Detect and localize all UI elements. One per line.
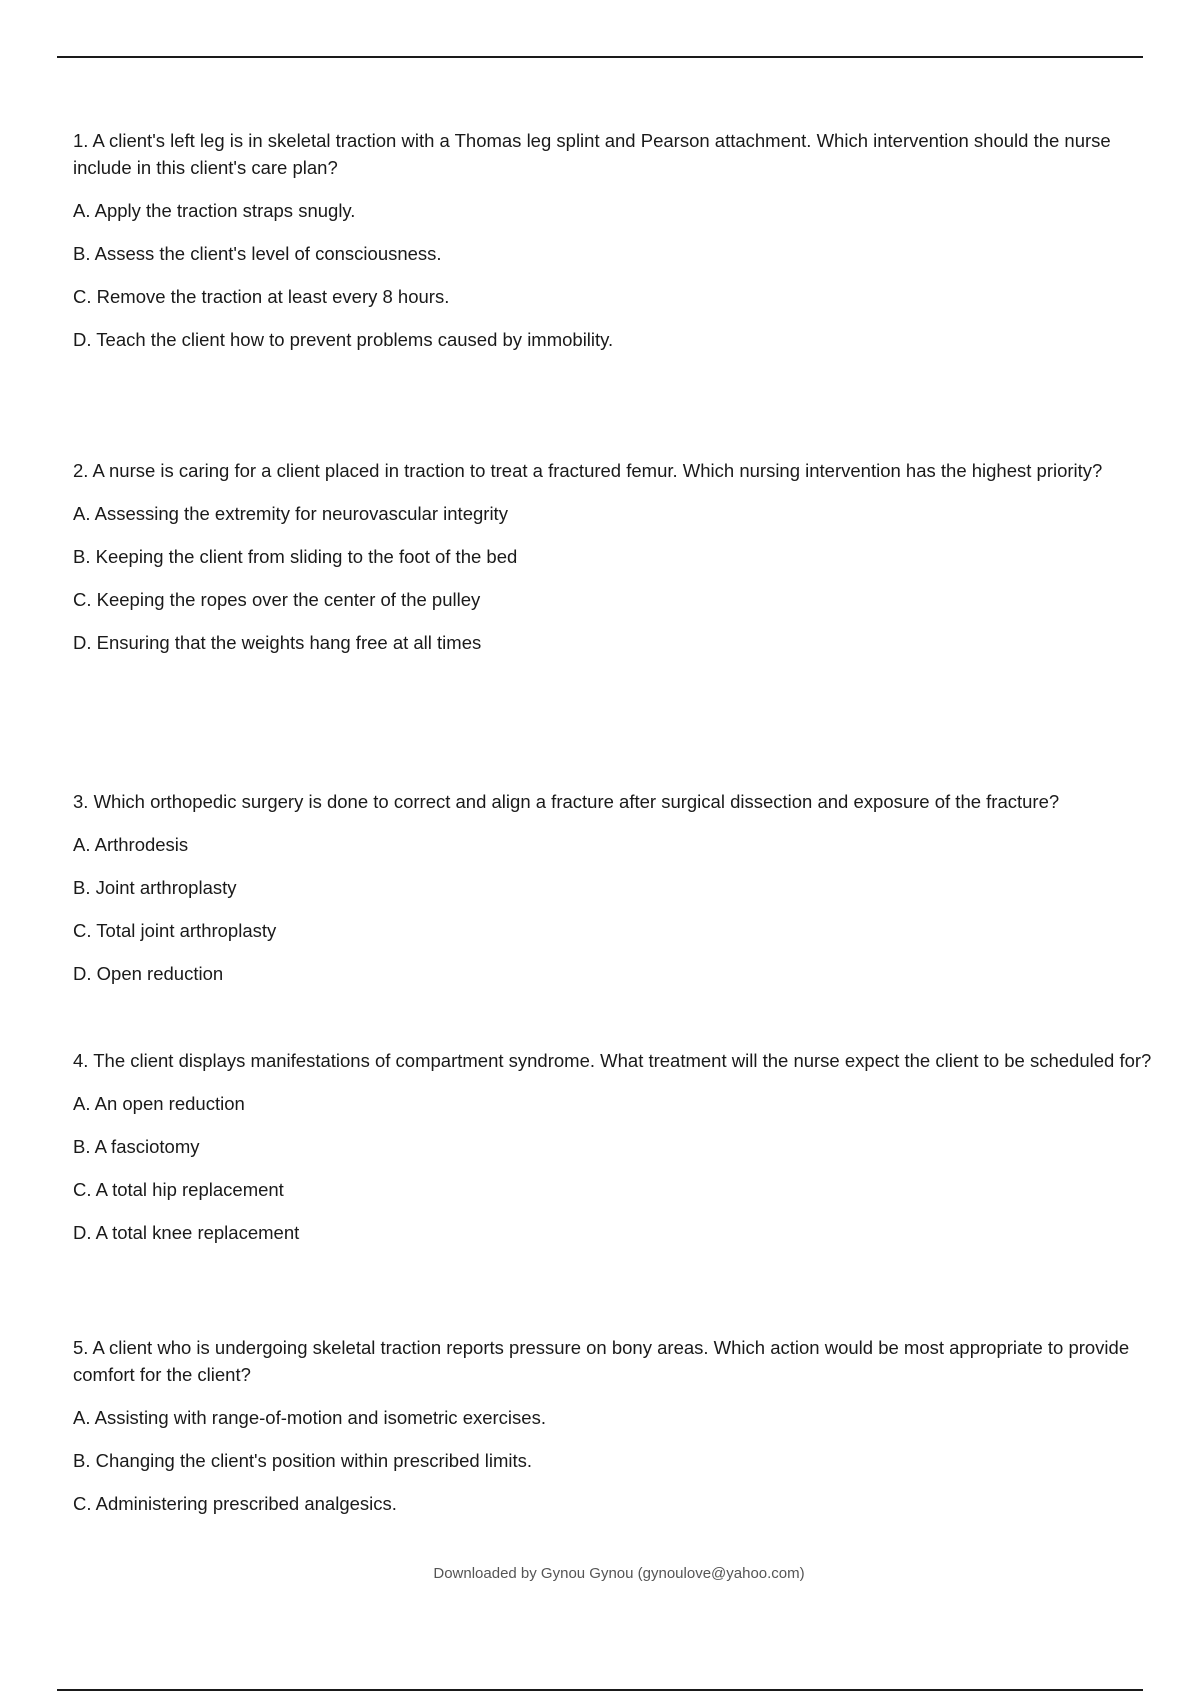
download-footer: Downloaded by Gynou Gynou (gynoulove@yahoo.com) (433, 1565, 805, 1582)
answer-option-c: C. Remove the traction at least every 8 hours. (73, 286, 450, 307)
question-5 (73, 1334, 1158, 1517)
answer-option-b: B. A fasciotomy (73, 1136, 200, 1157)
answer-option-a: A. Assessing the extremity for neurovascular integrity (73, 503, 508, 524)
answer-option-c: C. A total hip replacement (73, 1179, 284, 1200)
question-3 (73, 788, 1158, 987)
answer-option-d: D. Ensuring that the weights hang free at all times (73, 632, 482, 653)
answer-option-c: C. Keeping the ropes over the center of the pulley (73, 589, 481, 610)
answer-option-b: B. Changing the client's position within prescribed limits. (73, 1450, 533, 1471)
question-stem: 1. A client's left leg is in skeletal traction with a Thomas leg splint and Pearson attachment. Which intervention should the nurse include in this client's care plan? (73, 130, 1111, 178)
question-stem: 3. Which orthopedic surgery is done to correct and align a fracture after surgical dissection and exposure of the fracture? (73, 791, 1060, 812)
answer-option-a: A. Apply the traction straps snugly. (73, 200, 356, 221)
answer-option-a: A. Assisting with range-of-motion and isometric exercises. (73, 1407, 546, 1428)
answer-option-a: A. Arthrodesis (73, 834, 189, 855)
answer-option-c: C. Administering prescribed analgesics. (73, 1493, 397, 1514)
answer-option-b: B. Keeping the client from sliding to the foot of the bed (73, 546, 518, 567)
answer-option-b: B. Joint arthroplasty (73, 877, 237, 898)
question-1 (73, 127, 1158, 353)
answer-option-b: B. Assess the client's level of consciousness. (73, 243, 442, 264)
question-stem: 2. A nurse is caring for a client placed in traction to treat a fractured femur. Which nursing intervention has the highest priority? (73, 460, 1103, 481)
question-stem: 5. A client who is undergoing skeletal traction reports pressure on bony areas. Which action would be most appropriate to provide comfort for the client? (73, 1337, 1130, 1385)
answer-option-d: D. A total knee replacement (73, 1222, 300, 1243)
top-rule (57, 56, 1143, 58)
answer-option-c: C. Total joint arthroplasty (73, 920, 277, 941)
question-4 (73, 1047, 1158, 1246)
answer-option-d: D. Teach the client how to prevent problems caused by immobility. (73, 329, 614, 350)
question-stem: 4. The client displays manifestations of compartment syndrome. What treatment will the nurse expect the client to be scheduled for? (73, 1050, 1152, 1071)
answer-option-d: D. Open reduction (73, 963, 224, 984)
answer-option-a: A. An open reduction (73, 1093, 245, 1114)
bottom-rule (57, 1689, 1143, 1691)
question-2 (73, 457, 1158, 656)
